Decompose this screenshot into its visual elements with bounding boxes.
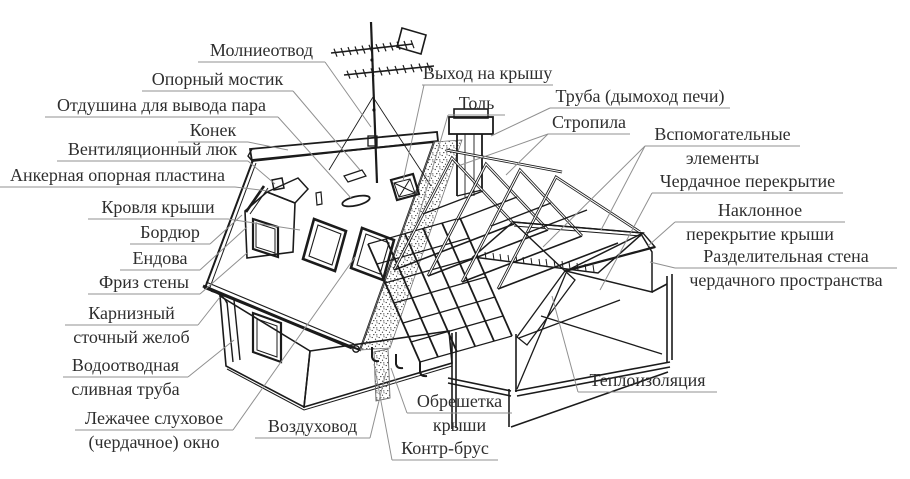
leader-line-friz-steny [200,253,247,294]
label-razdelitelnaya-stena: Разделительная стена [703,246,869,266]
leader-line-oporny-mostik [293,91,360,170]
label-tol: Толь [458,93,495,113]
label-karnizny-zhelob: Карнизный [88,303,175,323]
guy-wires [329,97,431,186]
label-molnieotvod: Молниеотвод [209,40,314,60]
downpipe [227,300,240,362]
leader-line-yendova [200,227,247,270]
label-vozdukhovod: Воздуховод [267,416,358,436]
label-naklonnoe-perekrytie: Наклонное [717,200,803,220]
leader-line-karnizny-zhelob [198,297,220,325]
dormer-opening-frame [256,223,275,253]
label-lezhachee-okno-line2: (чердачное) окно [88,432,220,452]
label-obreshetka-kryshi: Обрешетка [416,391,503,411]
label-konek: Конек [189,120,237,140]
tar-paper-band [360,140,462,350]
label-friz-steny: Фриз стены [98,272,190,292]
leader-line-truba-dymokhod [491,108,550,136]
leader-line-teploizolyaciya [552,296,578,392]
insulation-band [517,271,575,345]
leader-line-cherdachnoe-perekrytie [600,193,652,290]
leader-line-razdelitelnaya-stena [650,262,675,268]
label-vspomogatelnye-elementy: Вспомогательные [654,124,791,144]
label-vodootvodnaya-truba: Водоотводная [71,355,180,375]
label-otdushina: Отдушина для вывода пара [56,95,267,115]
label-vykhod-na-kryshu: Выход на крышу [422,63,553,83]
label-kontr-brus: Контр-брус [401,438,489,458]
label-yendova: Ендова [132,248,188,268]
leader-line-vodootvodnaya-truba [188,340,234,377]
label-bordyur: Бордюр [140,222,200,242]
label-krovlya-kryshi: Кровля крыши [101,197,215,217]
label-truba-dymokhod: Труба (дымоход печи) [555,86,725,106]
antenna-mast [329,22,434,186]
leader-line-naklonnoe-perekrytie [648,222,675,246]
attic-frame [448,273,672,429]
ventilation-hatch [272,178,284,190]
label-oporny-mostik: Опорный мостик [151,69,284,89]
label-lezhachee-okno: Лежачее слуховое [84,408,224,428]
label-ventilyacionny-lyuk: Вентиляционный люк [67,139,238,159]
leader-line-obreshetka-kryshi [391,368,407,413]
roof-objects [272,136,419,209]
steam-vent [341,193,370,208]
label-razdelitelnaya-stena-line2: чердачного пространства [689,270,883,290]
leader-line-krovlya-kryshi [228,219,300,230]
antenna-elements-lower [347,63,430,79]
support-bridge [344,170,366,182]
label-stropila: Стропила [551,112,627,132]
label-karnizny-zhelob-line2: сточный желоб [73,327,190,347]
leader-line-lezhachee-okno [233,257,355,430]
label-naklonnoe-perekrytie-line2: перекрытие крыши [686,224,834,244]
label-vodootvodnaya-truba-line2: сливная труба [71,379,180,399]
label-cherdachnoe-perekrytie: Чердачное перекрытие [659,171,836,191]
skylight-1 [303,219,346,271]
label-teploizolyaciya: Теплоизоляция [589,370,706,390]
label-obreshetka-kryshi-line2: крыши [432,415,487,435]
anchor-plate-peg [316,192,322,205]
label-vspomogatelnye-elementy-line2: элементы [685,148,760,168]
label-ankernaya-plastina: Анкерная опорная пластина [9,165,226,185]
